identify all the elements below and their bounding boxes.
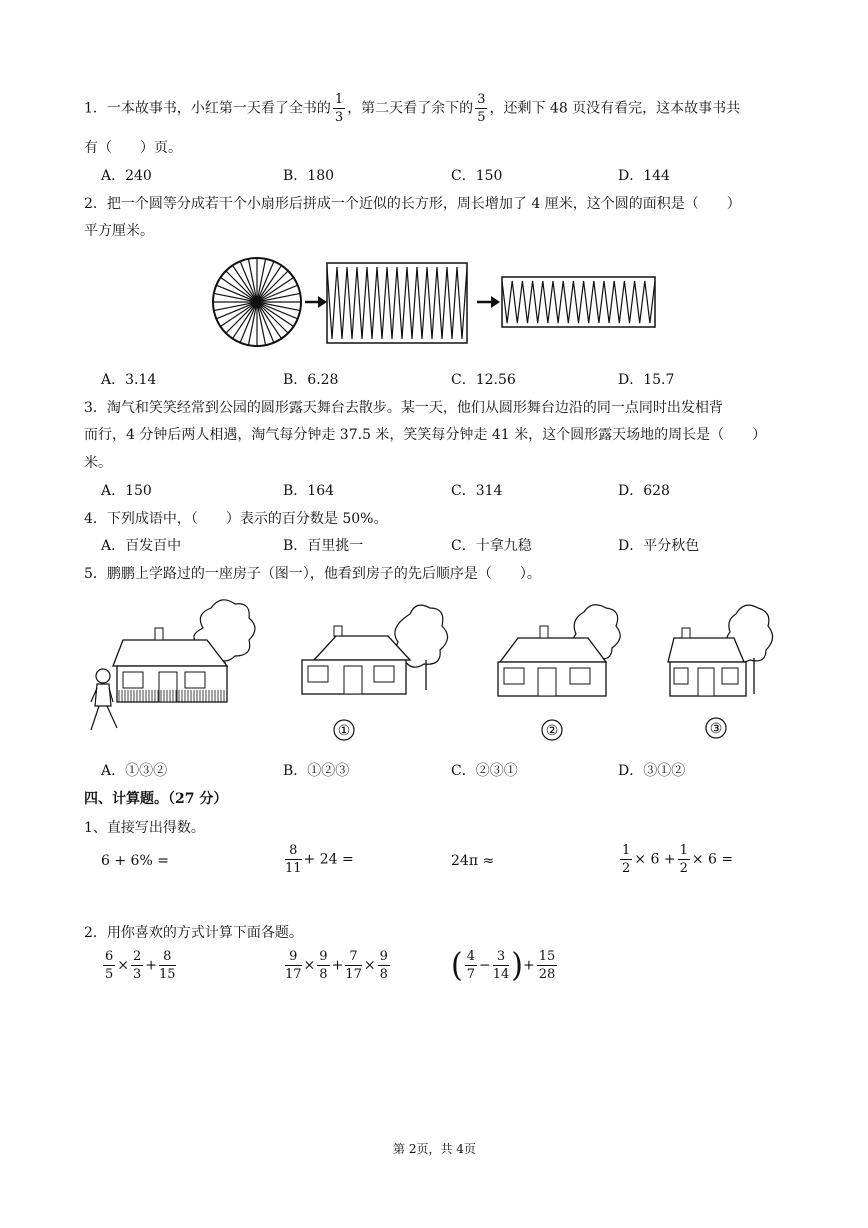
q5-option-c: C．②③① [451, 763, 518, 779]
calc-2: $\frac{9}{17}$ × $\frac{9}{8}$ + $\frac{7}{17}$ × $\frac{9}{8}$ [285, 949, 388, 982]
q5-option-d: D．③①② [618, 763, 686, 779]
q3-line2: 而行，4 分钟后两人相遇，淘气每分钟走 37.5 米，笑笑每分钟走 41 米，这个圆形露天场地的周长是（ ） [84, 427, 767, 443]
q2-option-c: C．12.56 [451, 372, 516, 388]
figure-label-2: ② [545, 723, 559, 739]
q5-option-b: B．①②③ [283, 763, 350, 779]
page-footer: 第 2页，共 4页 [393, 1142, 476, 1156]
house-figure-1-with-walker [85, 598, 265, 748]
calc-1: $\frac{6}{5}$ × $\frac{2}{3}$ + $\frac{8}{15}$ [105, 949, 176, 982]
section-4-sub1: 1、直接写出得数。 [84, 820, 205, 836]
q5-option-a: A．①③② [101, 763, 168, 779]
figure-label-3: ③ [709, 721, 723, 737]
fraction: $\frac{3}{5}$ [477, 92, 486, 125]
q5-line1: 5．鹏鹏上学路过的一座房子（图一），他看到房子的先后顺序是（ ）。 [84, 566, 541, 582]
q4-option-d: D．平分秋色 [618, 538, 700, 554]
q2-line1: 2．把一个圆等分成若干个小扇形后拼成一个近似的长方形，周长增加了 4 厘米，这个圆的面积是（ ） [84, 196, 741, 212]
q3-option-c: C．314 [451, 483, 503, 499]
q3-option-b: B．164 [283, 483, 335, 499]
house-figure-option-2 [488, 598, 658, 748]
q1-option-d: D．144 [618, 168, 670, 184]
q4-line1: 4．下列成语中，（ ）表示的百分数是 50%。 [84, 511, 388, 527]
q4-option-a: A．百发百中 [101, 538, 182, 554]
q3-option-d: D．628 [618, 483, 670, 499]
section-4-title: 四、计算题。（27 分） [84, 791, 228, 807]
q1-option-c: C．150 [451, 168, 503, 184]
q1-option-b: B．180 [283, 168, 335, 184]
q1-option-a: A．240 [101, 168, 152, 184]
expr-3: 24π ≈ [451, 853, 495, 869]
q4-option-b: B．百里挑一 [283, 538, 364, 554]
circle-to-rectangle-figure [205, 255, 665, 355]
q2-option-d: D．15.7 [618, 372, 675, 388]
q2-option-b: B．6.28 [283, 372, 339, 388]
q3-line1: 3．淘气和笑笑经常到公园的圆形露天舞台去散步。某一天，他们从圆形舞台边沿的同一点同时出发相背 [84, 400, 723, 416]
figure-label-1: ① [337, 723, 351, 739]
house-figure-option-1 [292, 598, 462, 748]
q2-line2: 平方厘米。 [84, 223, 154, 239]
q3-option-a: A．150 [101, 483, 152, 499]
q2-option-a: A．3.14 [101, 372, 157, 388]
calc-3: ( $\frac{4}{7}$ − $\frac{3}{14}$ )+ $\frac{15}{28}$ [451, 946, 556, 985]
expr-4: $\frac{1}{2}$ × 6 + $\frac{1}{2}$ × 6 = [622, 843, 734, 876]
q1-line2: 有（ ）页。 [84, 140, 182, 156]
expr-1: 6 + 6% = [101, 853, 169, 869]
expr-2: $\frac{8}{11}$ + 24 = [285, 843, 354, 876]
fraction: $\frac{1}{3}$ [334, 92, 344, 125]
house-figure-option-3 [660, 598, 800, 748]
section-4-sub2: 2．用你喜欢的方式计算下面各题。 [84, 925, 303, 941]
q1-line1: 1．一本故事书，小红第一天看了全书的 $\frac{1}{3}$ ，第二天看了余下的 $\frac{3}{5}$ ，还剩下 48 页没有看完，这本故事书共 [84, 92, 741, 125]
q4-option-c: C．十拿九稳 [451, 538, 532, 554]
q3-line3: 米。 [84, 455, 112, 471]
